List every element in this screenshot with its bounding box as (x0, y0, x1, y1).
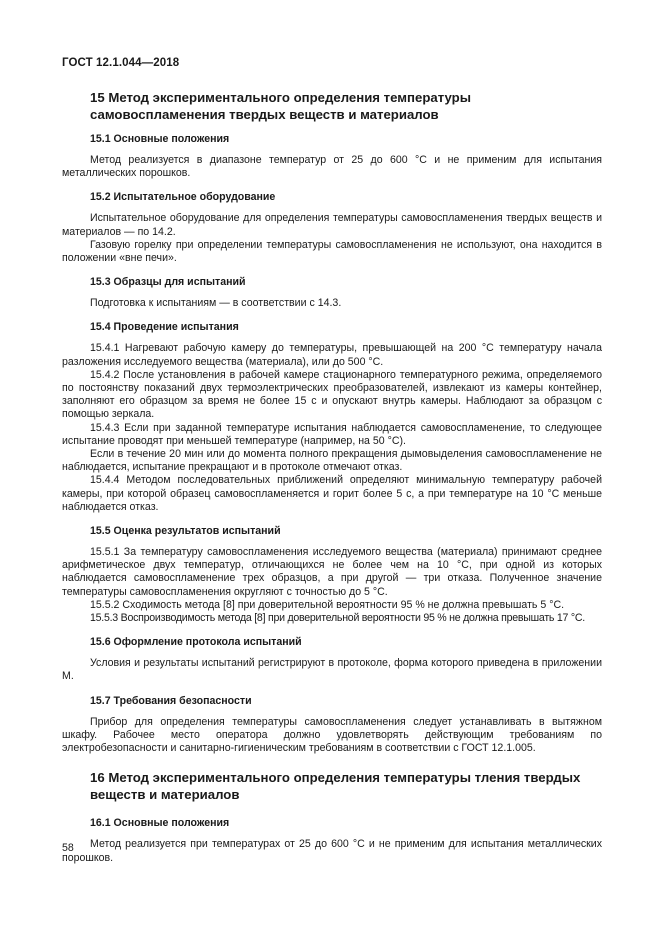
subsection-15-2-title: 15.2 Испытательное оборудование (90, 191, 276, 204)
paragraph-15-4-3-b: Если в течение 20 мин или до момента полного прекращения дымовыделения самовоспламенение не наблюдается, испытание прекращают и в протоколе отмечают отказ. (62, 448, 602, 474)
paragraph-15-7: Прибор для определения температуры самовоспламенения следует устанавливать в вытяжном шкафу. Рабочее место оператора должно удовлетворять действующим требованиям по электробезопасности и санитарно-гигиеническим требованиям в соответствии с ГОСТ 12.1.005. (62, 715, 602, 755)
paragraph-15-2-a: Испытательное оборудование для определения температуры самовоспламенения твердых веществ и материалов — по 14.2. (62, 212, 602, 238)
paragraph-15-6: Условия и результаты испытаний регистрируют в протоколе, форма которого приведена в приложении М. (62, 657, 602, 683)
paragraph-15-4-3: 15.4.3 Если при заданной температуре испытания наблюдается самовоспламенение, то следующее испытание проводят при меньшей температуре (например, на 50 °С). (62, 421, 602, 447)
paragraph-15-5-3: 15.5.3 Воспроизводимость метода [8] при доверительной вероятности 95 % не должна превышать 17 °С. (90, 612, 585, 625)
paragraph-15-4-1: 15.4.1 Нагревают рабочую камеру до температуры, превышающей на 200 °С температуру начала разложения исследуемого вещества (материала), или до 500 °С. (62, 342, 602, 368)
paragraph-15-3: Подготовка к испытаниям — в соответствии с 14.3. (90, 297, 342, 310)
subsection-15-3-title: 15.3 Образцы для испытаний (90, 276, 246, 289)
subsection-16-1-title: 16.1 Основные положения (90, 817, 230, 830)
page-number: 58 (62, 842, 74, 854)
paragraph-15-2-b: Газовую горелку при определении температуры самовоспламенения не используют, она находится в положении «вне печи». (62, 238, 602, 265)
page-content (62, 89, 602, 875)
subsection-15-4-title: 15.4 Проведение испытания (90, 321, 239, 334)
subsection-15-7-title: 15.7 Требования безопасности (90, 694, 252, 707)
section-15-title: 15 Метод экспериментального определения температуры самовоспламенения твердых веществ и материалов (90, 90, 471, 122)
paragraph-15-1: Метод реализуется в диапазоне температур от 25 до 600 °С и не применим для испытания металлических порошков. (62, 154, 602, 180)
paragraph-15-5-2: 15.5.2 Сходимость метода [8] при доверительной вероятности 95 % не должна превышать 5 °С. (90, 598, 565, 611)
subsection-15-6-title: 15.6 Оформление протокола испытаний (90, 636, 302, 649)
paragraph-15-4-4: 15.4.4 Методом последовательных приближений определяют минимальную температуру рабочей камеры, при которой образец самовоспламеняется и горит более 5 с, а при температуре на 10 °С меньше наблюдается отказ. (62, 474, 602, 513)
document-code-header: ГОСТ 12.1.044—2018 (62, 57, 180, 69)
paragraph-16-1: Метод реализуется при температурах от 25 до 600 °С и не применим для испытания металлических порошков. (62, 838, 602, 864)
paragraph-15-5-1: 15.5.1 За температуру самовоспламенения исследуемого вещества (материала) принимают среднее арифметическое двух температур, отличающихся не более чем на 10 °С, при одной из которых наблюдается самовоспламенение трех образцов, а при другой — три отказа. Полученное значение температуры самовоспламенения округляют с точностью до 5 °С. (62, 546, 602, 598)
subsection-15-5-title: 15.5 Оценка результатов испытаний (90, 525, 281, 538)
paragraph-15-4-2: 15.4.2 После установления в рабочей камере стационарного температурного режима, определяемого по постоянству показаний двух термоэлектрических преобразователей, извлекают из камеры контейнер, заполняют его образцом за время не более 15 с и опускают внутрь камеры. Наблюдают за образцом с помощью зеркала. (62, 368, 602, 421)
subsection-15-1-title: 15.1 Основные положения (90, 133, 230, 145)
section-16-title: 16 Метод экспериментального определения температуры тления твердых веществ и материалов (90, 770, 581, 803)
